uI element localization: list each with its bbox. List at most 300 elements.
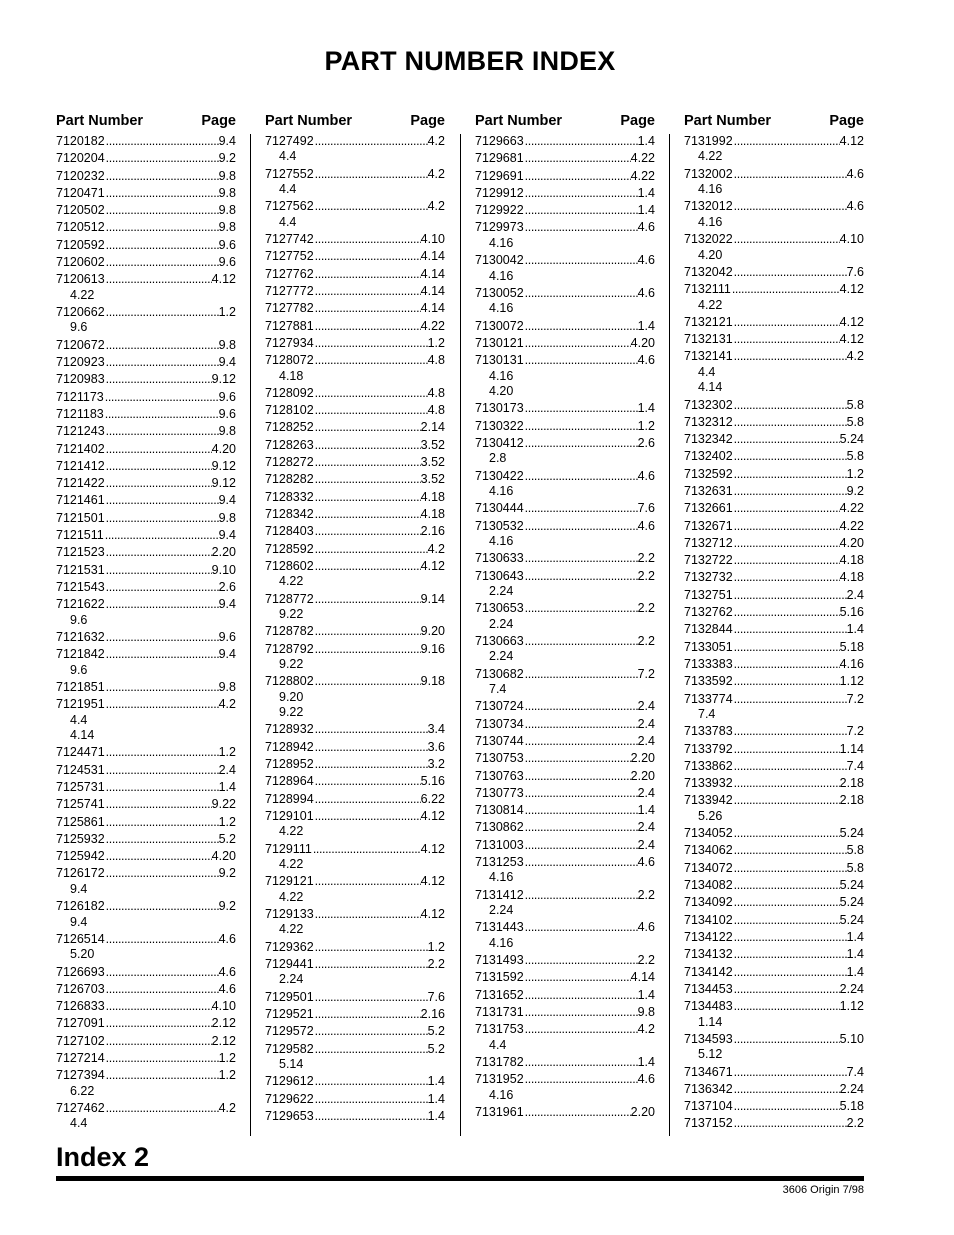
dot-leader	[105, 493, 219, 508]
index-entry	[265, 1042, 445, 1073]
part-number: 7121183	[56, 406, 104, 421]
entry-row	[265, 249, 445, 264]
index-entry	[56, 372, 236, 387]
index-entry	[475, 1022, 655, 1053]
index-entry	[475, 501, 655, 516]
part-number: 7129501	[265, 989, 314, 1004]
page-ref: 5.26	[698, 808, 723, 823]
page-ref: 4.16	[839, 656, 864, 671]
index-entry	[265, 353, 445, 384]
page-ref: 1.4	[846, 964, 864, 979]
page-ref: 4.16	[698, 214, 723, 229]
entry-row	[56, 647, 236, 662]
part-number: 7121173	[56, 389, 104, 404]
entry-row	[56, 597, 236, 612]
entry-row	[265, 842, 445, 857]
page-ref: 9.6	[70, 662, 88, 677]
index-entry	[265, 507, 445, 522]
dot-leader	[524, 601, 638, 616]
page-ref: 9.4	[70, 881, 88, 896]
entry-row	[684, 501, 864, 516]
part-number: 7128952	[265, 756, 314, 771]
page-ref: 1.4	[846, 622, 864, 637]
index-entry	[475, 220, 655, 251]
dot-leader	[733, 742, 840, 757]
index-entry	[265, 267, 445, 282]
index-entry	[475, 803, 655, 818]
index-entry	[56, 511, 236, 526]
index-entry	[56, 982, 236, 997]
dot-leader	[733, 674, 840, 689]
index-entry	[475, 134, 655, 149]
column-divider	[460, 134, 461, 1136]
entry-row	[56, 815, 236, 830]
index-entry	[265, 674, 445, 720]
page-ref: 4.14	[420, 249, 445, 264]
part-number: 7130412	[475, 435, 524, 450]
dot-leader	[733, 398, 847, 413]
index-entry	[56, 305, 236, 336]
index-entry	[265, 301, 445, 316]
dot-leader	[733, 982, 840, 997]
page-ref: 1.14	[839, 741, 864, 756]
page-ref: 5.2	[218, 831, 236, 846]
page-ref: 5.18	[839, 1099, 864, 1114]
entry-row	[265, 940, 445, 955]
part-number: 7131753	[475, 1022, 524, 1037]
dot-leader	[105, 1101, 219, 1116]
dot-leader	[733, 199, 847, 214]
entry-row	[265, 809, 445, 824]
page-ref: 9.12	[211, 476, 236, 491]
page-ref: 2.20	[630, 768, 655, 783]
page-ref: 9.4	[218, 134, 236, 148]
dot-leader	[105, 932, 219, 947]
page-ref: 4.16	[489, 301, 514, 316]
index-entry	[265, 167, 445, 198]
index-entry	[475, 634, 655, 665]
dot-leader	[524, 220, 638, 235]
dot-leader	[314, 490, 421, 505]
part-number: 7127782	[265, 301, 314, 316]
part-number: 7128592	[265, 541, 314, 556]
index-entry	[56, 647, 236, 678]
entry-row	[684, 826, 864, 841]
index-entry	[684, 947, 864, 962]
dot-leader	[314, 774, 421, 789]
page-ref: 4.10	[420, 232, 445, 247]
index-entry	[475, 519, 655, 550]
index-entry	[265, 957, 445, 988]
entry-row	[56, 866, 236, 881]
page-ref: 9.4	[218, 355, 236, 370]
page-heading: Page	[620, 113, 655, 129]
dot-leader	[524, 855, 638, 870]
index-entry	[56, 965, 236, 980]
entry-row	[475, 319, 655, 334]
entry-row	[684, 759, 864, 774]
index-entry	[56, 630, 236, 645]
dot-leader	[524, 751, 631, 766]
index-entry	[56, 999, 236, 1014]
dot-leader	[733, 965, 847, 980]
index-entry	[56, 169, 236, 184]
entry-list	[684, 134, 864, 1132]
page-ref: 5.24	[839, 912, 864, 927]
page-ref: 4.12	[420, 558, 445, 573]
index-entry	[475, 953, 655, 968]
page-ref: 2.6	[218, 579, 236, 594]
page-ref: 2.12	[211, 1033, 236, 1048]
page-ref: 4.12	[839, 332, 864, 347]
part-number: 7132042	[684, 264, 733, 279]
page-ref: 2.20	[211, 545, 236, 560]
entry-row	[684, 415, 864, 430]
part-number: 7125932	[56, 831, 105, 846]
part-number: 7133592	[684, 674, 733, 689]
entry-row	[56, 151, 236, 166]
part-number: 7134122	[684, 929, 733, 944]
part-number: 7128332	[265, 489, 314, 504]
footer-text: 3606 Origin 7/98	[782, 1184, 864, 1196]
index-entry	[56, 932, 236, 963]
entry-row	[684, 570, 864, 585]
part-number: 7132111	[684, 282, 731, 297]
entry-row	[265, 642, 445, 657]
index-entry	[475, 286, 655, 317]
part-number: 7128602	[265, 558, 314, 573]
dot-leader	[524, 667, 638, 682]
part-number: 7130121	[475, 335, 524, 350]
part-number: 7134052	[684, 826, 733, 841]
index-label: Index 2	[56, 1142, 150, 1172]
dot-leader	[733, 536, 840, 551]
page-ref: 2.24	[489, 649, 514, 664]
index-column-1	[56, 112, 236, 1134]
dot-leader	[733, 315, 840, 330]
index-entry	[56, 424, 236, 439]
dot-leader	[733, 826, 840, 841]
entry-row	[475, 353, 655, 368]
index-entry	[56, 849, 236, 864]
dot-leader	[104, 407, 219, 422]
entry-row	[475, 186, 655, 201]
index-entry	[56, 272, 236, 303]
page-ref: 5.8	[846, 843, 864, 858]
entry-row	[684, 134, 864, 149]
page-ref: 4.16	[489, 870, 514, 885]
part-number: 7130173	[475, 401, 524, 416]
dot-leader	[524, 501, 638, 516]
entry-row	[265, 1024, 445, 1039]
dot-leader	[733, 1116, 847, 1131]
part-number: 7133774	[684, 691, 733, 706]
index-entry	[475, 151, 655, 166]
entry-row	[265, 472, 445, 487]
page-ref: 7.4	[698, 706, 716, 721]
page-ref: 9.4	[218, 597, 236, 612]
dot-leader	[733, 692, 847, 707]
entry-row	[475, 1055, 655, 1070]
page-ref: 5.24	[839, 826, 864, 841]
part-number: 7133932	[684, 776, 733, 791]
part-number-heading: Part Number	[56, 113, 144, 129]
part-number: 7121622	[56, 597, 105, 612]
page-ref: 9.8	[218, 168, 236, 183]
index-entry	[265, 319, 445, 334]
entry-row	[475, 169, 655, 184]
entry-row	[265, 167, 445, 182]
entry-row	[684, 605, 864, 620]
page-ref: 1.4	[427, 1108, 445, 1123]
page-ref: 9.6	[218, 629, 236, 644]
index-entry	[684, 519, 864, 534]
dot-leader	[314, 990, 428, 1005]
index-entry	[56, 442, 236, 457]
dot-leader	[105, 763, 219, 778]
part-number: 7127492	[265, 134, 314, 148]
part-number: 7132402	[684, 449, 733, 464]
page-ref: 1.12	[839, 999, 864, 1014]
part-number: 7131592	[475, 970, 524, 985]
dot-leader	[733, 999, 840, 1014]
part-number: 7128272	[265, 455, 314, 470]
page-ref: 2.8	[489, 451, 507, 466]
index-entry	[684, 605, 864, 620]
entry-row	[56, 697, 236, 712]
page-ref: 4.16	[489, 534, 514, 548]
page-ref: 4.16	[489, 935, 514, 950]
page-ref: 4.22	[839, 501, 864, 516]
index-entry	[684, 895, 864, 910]
entry-row	[265, 1074, 445, 1089]
part-number: 7126182	[56, 899, 105, 914]
dot-leader	[105, 134, 219, 149]
page-ref: 4.22	[279, 922, 304, 937]
index-column-2	[265, 112, 445, 1126]
dot-leader	[524, 469, 638, 484]
part-number: 7130131	[475, 353, 524, 368]
part-number: 7130753	[475, 751, 524, 766]
part-number: 7137104	[684, 1099, 733, 1114]
page-ref: 1.4	[846, 929, 864, 944]
entry-list	[475, 134, 655, 1120]
part-number: 7132121	[684, 314, 733, 329]
page-ref: 4.4	[70, 712, 88, 727]
part-number: 7130734	[475, 716, 524, 731]
index-entry	[475, 569, 655, 600]
entry-row	[475, 717, 655, 732]
page-ref: 9.4	[218, 493, 236, 508]
part-number: 7124471	[56, 745, 105, 760]
entry-row	[684, 519, 864, 534]
dot-leader	[733, 640, 840, 655]
entry-row	[56, 220, 236, 235]
entry-row	[475, 419, 655, 434]
part-number: 7127742	[265, 232, 314, 247]
index-entry	[684, 861, 864, 876]
page-ref: 7.4	[489, 682, 507, 697]
page-ref: 4.16	[489, 235, 514, 250]
dot-leader	[105, 442, 212, 457]
dot-leader	[524, 953, 638, 968]
entry-row	[56, 745, 236, 760]
dot-leader	[524, 436, 638, 451]
entry-row	[475, 519, 655, 534]
dot-leader	[524, 1055, 638, 1070]
entry-row	[684, 199, 864, 214]
page-ref: 4.22	[839, 518, 864, 533]
dot-leader	[105, 866, 219, 881]
dot-leader	[524, 888, 638, 903]
index-entry	[475, 838, 655, 853]
entry-row	[265, 907, 445, 922]
index-entry	[56, 545, 236, 560]
page-ref: 4.20	[489, 384, 514, 398]
dot-leader	[105, 424, 219, 439]
page-ref: 4.20	[211, 441, 236, 456]
entry-row	[265, 740, 445, 755]
part-number: 7132131	[684, 332, 733, 347]
index-entry	[56, 780, 236, 795]
index-entry	[475, 419, 655, 434]
entry-row	[475, 401, 655, 416]
dot-leader	[105, 511, 219, 526]
index-entry	[475, 401, 655, 416]
page-ref: 4.2	[218, 1101, 236, 1116]
part-number: 7129582	[265, 1041, 314, 1056]
dot-leader	[105, 151, 219, 166]
index-entry	[265, 990, 445, 1005]
index-entry	[684, 982, 864, 997]
dot-leader	[105, 680, 219, 695]
entry-row	[684, 432, 864, 447]
dot-leader	[105, 372, 212, 387]
dot-leader	[524, 769, 631, 784]
part-number: 7125942	[56, 849, 105, 864]
part-number: 7132012	[684, 199, 733, 214]
index-entry	[265, 199, 445, 230]
page-ref: 4.6	[637, 1072, 655, 1087]
dot-leader	[524, 803, 638, 818]
entry-row	[265, 438, 445, 453]
entry-row	[56, 982, 236, 997]
dot-leader	[524, 1105, 631, 1120]
index-entry	[684, 878, 864, 893]
part-number: 7129362	[265, 939, 314, 954]
dot-leader	[524, 353, 638, 368]
part-number: 7128102	[265, 403, 314, 418]
index-entry	[56, 1034, 236, 1049]
page-ref: 7.4	[846, 1064, 864, 1079]
part-number: 7127752	[265, 249, 314, 264]
entry-row	[56, 630, 236, 645]
dot-leader	[105, 630, 219, 645]
index-entry	[56, 832, 236, 847]
entry-row	[56, 186, 236, 201]
index-entry	[475, 436, 655, 467]
dot-leader	[314, 907, 421, 922]
dot-leader	[524, 186, 638, 201]
page-ref: 9.10	[211, 562, 236, 577]
entry-row	[684, 553, 864, 568]
index-entry	[684, 398, 864, 413]
dot-leader	[733, 553, 840, 568]
page-ref: 2.24	[489, 584, 514, 598]
entry-row	[56, 355, 236, 370]
dot-leader	[733, 449, 847, 464]
part-number: 7129101	[265, 808, 314, 823]
page-ref: 9.6	[70, 612, 88, 627]
page-ref: 1.4	[427, 1074, 445, 1089]
entry-row	[56, 528, 236, 543]
page-ref: 7.6	[427, 989, 445, 1004]
part-number: 7130322	[475, 418, 524, 433]
dot-leader	[105, 1051, 219, 1066]
index-entry	[684, 826, 864, 841]
index-entry	[684, 640, 864, 655]
dot-leader	[105, 697, 219, 712]
index-entry	[56, 899, 236, 930]
page-ref: 9.22	[279, 656, 304, 671]
index-entry	[475, 1055, 655, 1070]
page-ref: 4.6	[218, 981, 236, 996]
entry-row	[684, 282, 864, 297]
index-entry	[684, 570, 864, 585]
page-ref: 9.8	[637, 1005, 655, 1020]
page-ref: 9.2	[218, 866, 236, 881]
page-ref: 9.6	[218, 237, 236, 252]
entry-row	[684, 315, 864, 330]
page-ref: 4.12	[839, 314, 864, 329]
dot-leader	[524, 286, 638, 301]
dot-leader	[105, 238, 219, 253]
dot-leader	[105, 745, 219, 760]
page-ref: 9.22	[279, 705, 304, 720]
entry-row	[265, 232, 445, 247]
dot-leader	[733, 588, 847, 603]
part-number: 7127934	[265, 335, 314, 350]
part-number: 7121461	[56, 493, 105, 508]
dot-leader	[105, 545, 212, 560]
index-entry	[56, 597, 236, 628]
dot-leader	[314, 134, 428, 149]
entry-row	[475, 1105, 655, 1120]
dot-leader	[105, 355, 219, 370]
dot-leader	[105, 255, 219, 270]
dot-leader	[314, 1042, 428, 1057]
page-ref: 4.6	[637, 253, 655, 268]
part-number: 7120204	[56, 151, 105, 166]
index-entry	[56, 238, 236, 253]
entry-row	[56, 580, 236, 595]
dot-leader	[314, 386, 428, 401]
part-number: 7134483	[684, 999, 733, 1014]
page-ref: 4.2	[846, 349, 864, 364]
dot-leader	[105, 1034, 212, 1049]
dot-leader	[314, 874, 421, 889]
index-entry	[684, 759, 864, 774]
page-ref: 2.4	[637, 716, 655, 731]
part-number: 7120602	[56, 255, 105, 270]
entry-row	[56, 1101, 236, 1116]
entry-row	[475, 286, 655, 301]
dot-leader	[733, 501, 840, 516]
dot-leader	[524, 551, 638, 566]
part-number: 7129133	[265, 906, 314, 921]
page-ref: 9.8	[218, 203, 236, 218]
dot-leader	[105, 965, 219, 980]
